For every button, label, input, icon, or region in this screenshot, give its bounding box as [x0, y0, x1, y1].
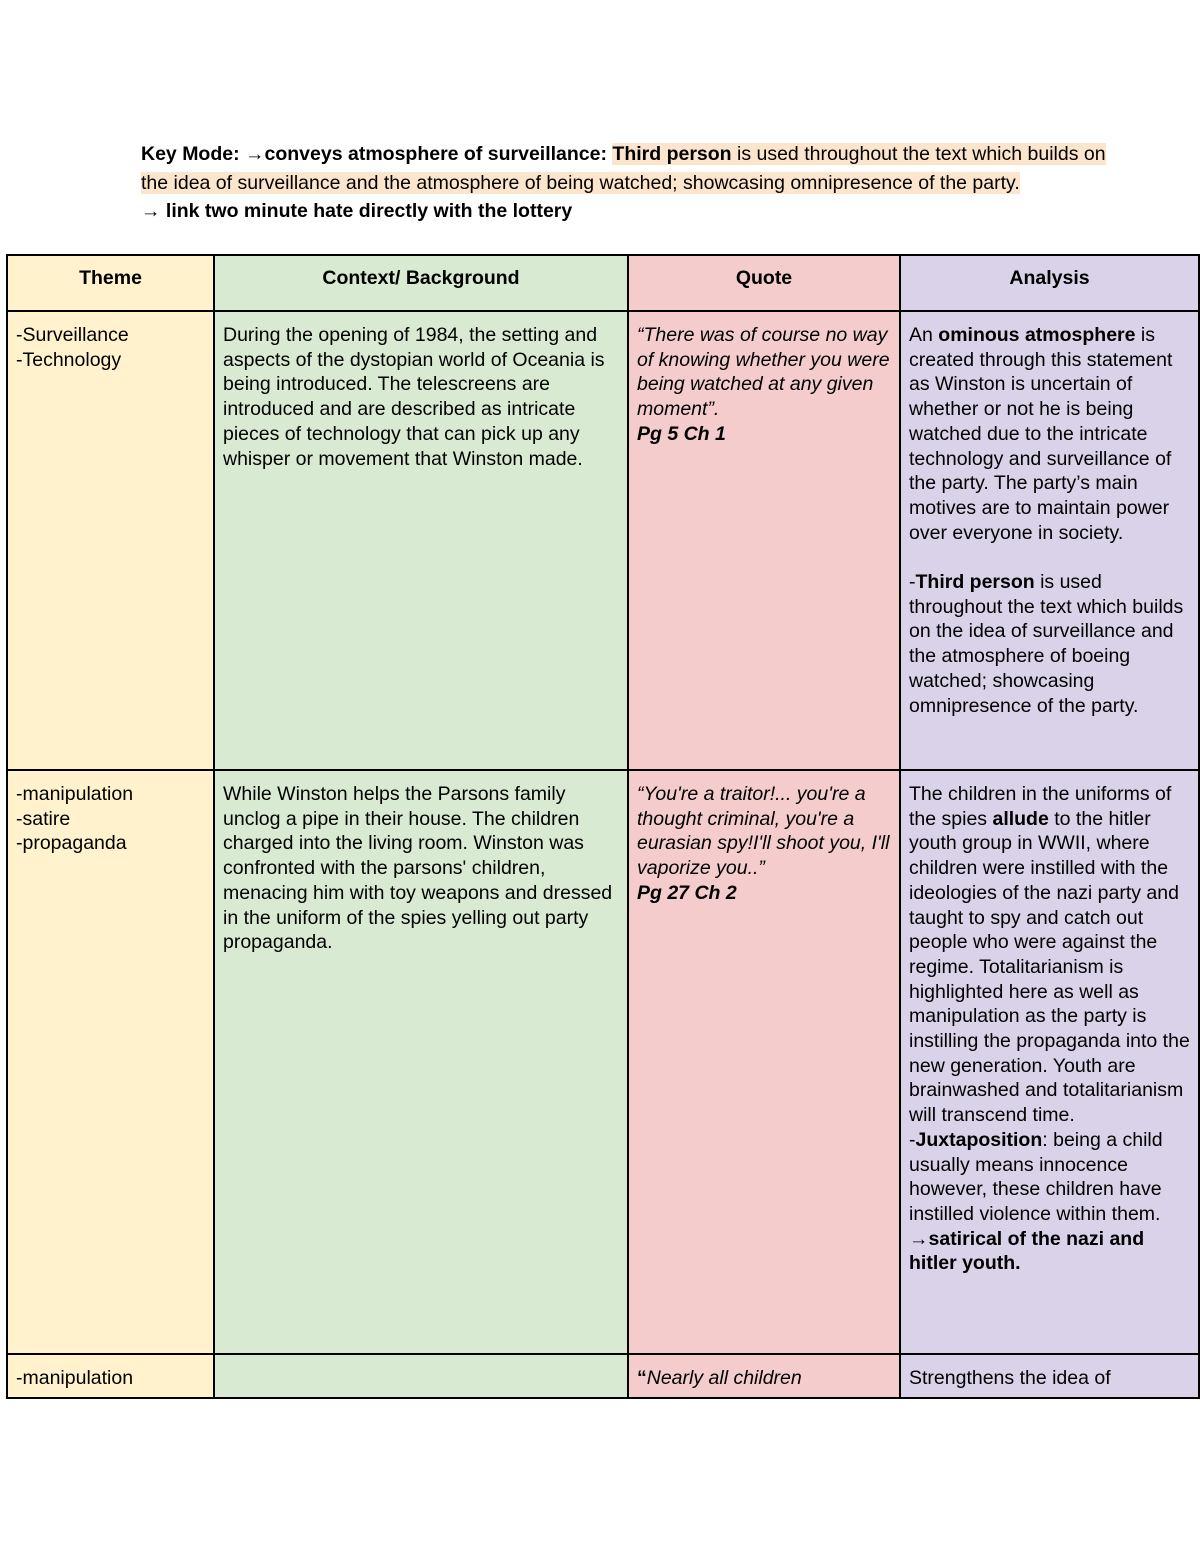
analysis-text: is created through this statement as Winston is uncertain of whether or not he is being watched due to the intricate technology and surveillance of the party. The party’s main motives are to maintain power over everyone in society. [909, 324, 1173, 544]
notes-table [6, 254, 1200, 1399]
quote-text: Nearly all children [646, 1367, 802, 1389]
paragraph-gap [909, 545, 1190, 570]
quote-cell [628, 1354, 900, 1398]
header-analysis: Analysis [900, 255, 1199, 311]
third-person-term: Third person [612, 143, 732, 165]
quote-reference: Pg 5 Ch 1 [637, 422, 726, 445]
theme-item: -satire [16, 807, 71, 830]
table-header-row [7, 255, 1199, 311]
link-line: → link two minute hate directly with the lottery [141, 200, 573, 222]
quote-reference: Pg 27 Ch 2 [637, 881, 737, 904]
context-cell: While Winston helps the Parsons family unclog a pipe in their house. The children charged into the living room. Winston was confronted with the parsons' children, menacing him with toy weapons and dressed in the uniform of the spies yelling out party propaganda. [214, 770, 628, 1354]
theme-item: -Technology [16, 348, 122, 371]
analysis-term: Third person [915, 571, 1035, 594]
analysis-cell: Strengthens the idea of [900, 1354, 1199, 1398]
analysis-text: - [909, 571, 916, 594]
quote-cell [628, 770, 900, 1354]
analysis-text: is used throughout the text which builds on the idea of surveillance and the atmosphere of boeing watched; showcasing omnipresence of the party. [909, 571, 1184, 717]
intro-block [141, 140, 1121, 226]
analysis-term: allude [992, 807, 1049, 830]
theme-item: -propaganda [16, 832, 127, 855]
theme-cell [7, 770, 214, 1354]
analysis-paragraph [909, 1128, 1190, 1227]
key-mode-text: is used throughout the text which builds on the idea of surveillance and the atmosphere of being watched; showcasing omnipresence of the party. [141, 143, 1106, 194]
analysis-text: An [909, 324, 939, 346]
theme-cell [7, 311, 214, 770]
header-quote: Quote [628, 255, 900, 311]
table-row [7, 770, 1199, 1354]
table-row [7, 1354, 1199, 1398]
theme-item: -manipulation [16, 783, 134, 805]
analysis-term: ominous atmosphere [938, 324, 1136, 346]
theme-item: -Surveillance [16, 324, 129, 346]
analysis-paragraph [909, 570, 1190, 718]
table-row [7, 311, 1199, 770]
header-theme: Theme [7, 255, 214, 311]
analysis-text: : being a child usually means innocence however, these children have instilled violence within them. [909, 1128, 1163, 1225]
analysis-text: The children in the uniforms of the spies [909, 783, 1172, 830]
quote-open-mark: “ [637, 1367, 647, 1389]
key-mode-paragraph [141, 140, 1121, 197]
analysis-cell [900, 311, 1199, 770]
key-mode-label: Key Mode: →conveys atmosphere of surveillance: [141, 143, 607, 165]
context-cell: During the opening of 1984, the setting and aspects of the dystopian world of Oceania is being introduced. The telescreens are introduced and are described as intricate pieces of technology that can pick up any whisper or movement that Winston made. [214, 311, 628, 770]
theme-cell [7, 1354, 214, 1398]
analysis-paragraph [909, 323, 1190, 545]
quote-text: “There was of course no way of knowing whether you were being watched at any given moment”. [637, 324, 890, 421]
header-context: Context/ Background [214, 255, 628, 311]
quote-text: “You're a traitor!... you're a thought criminal, you're a eurasian spy!I'll shoot you, I'll vaporize you..” [637, 783, 890, 880]
analysis-paragraph [909, 782, 1190, 1128]
analysis-cell [900, 770, 1199, 1354]
analysis-term: Juxtaposition [915, 1128, 1043, 1151]
context-cell [214, 1354, 628, 1398]
analysis-text: to the hitler youth group in WWII, where children were instilled with the ideologies of the nazi party and taught to spy and catch out people who were against the regime. Totalitarianism is highlighted here as well as manipulation as the party is instilling the propaganda into the new generation. Youth are brainwashed and totalitarianism will transcend time. [909, 807, 1190, 1127]
analysis-conclusion: →satirical of the nazi and hitler youth. [909, 1227, 1145, 1275]
analysis-text: - [909, 1128, 916, 1151]
quote-cell [628, 311, 900, 770]
theme-item: -manipulation [16, 1367, 134, 1389]
